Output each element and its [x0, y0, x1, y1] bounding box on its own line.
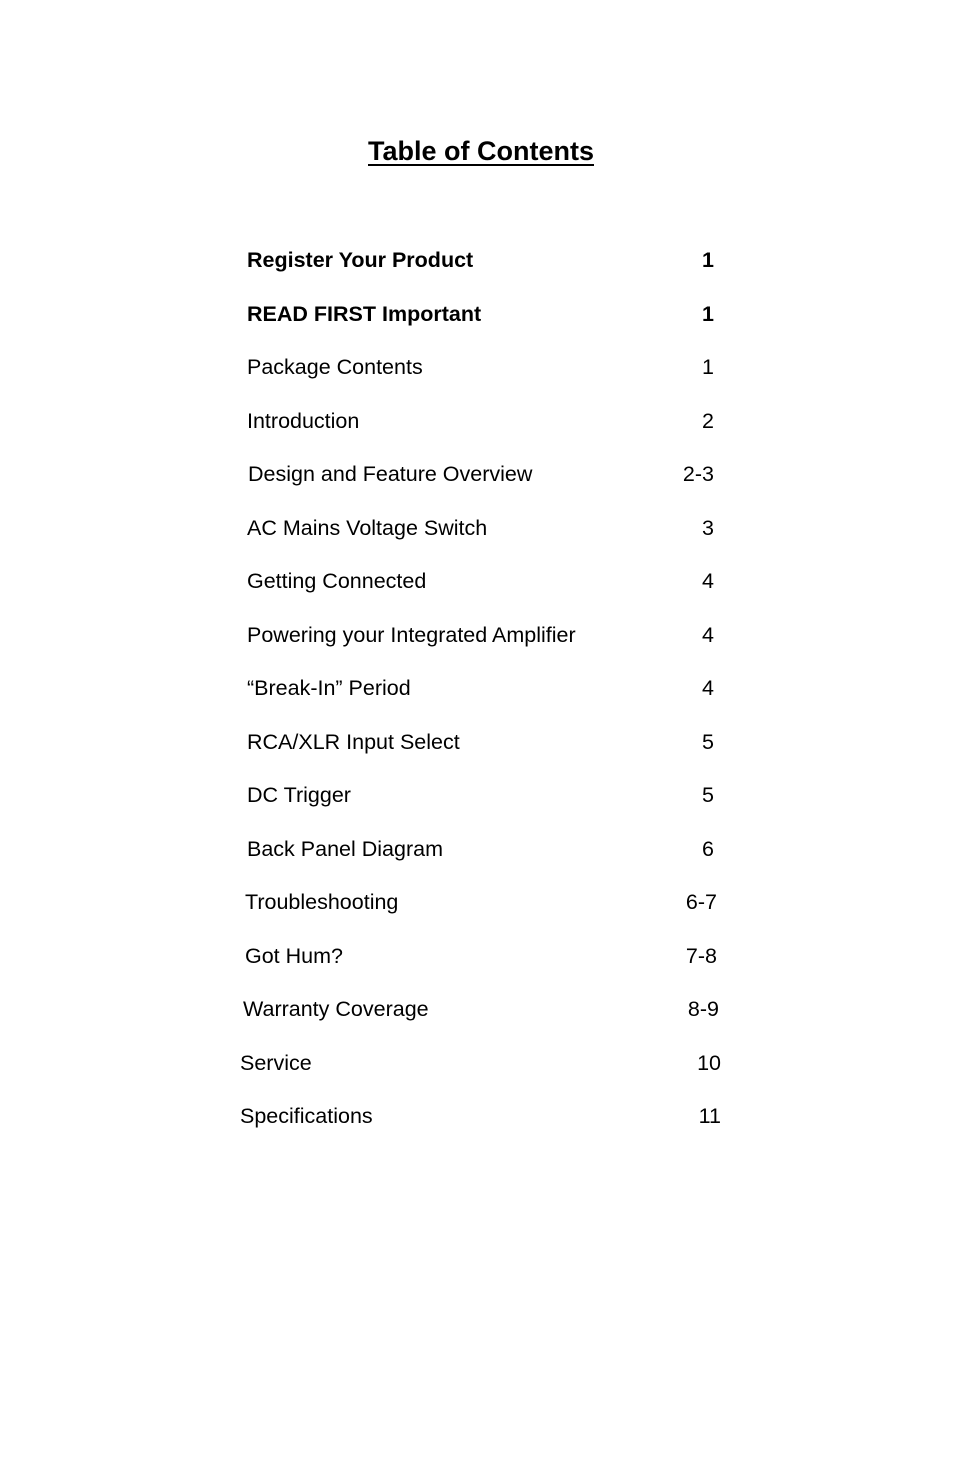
toc-entry-title: Back Panel Diagram: [247, 837, 443, 861]
toc-entry-title: Warranty Coverage: [243, 997, 429, 1021]
toc-entry[interactable]: [245, 887, 717, 917]
toc-entry-title: “Break-In” Period: [247, 676, 411, 700]
toc-entry-page: 5: [702, 783, 714, 807]
toc-entry[interactable]: [248, 459, 714, 489]
toc-entry-title: Specifications: [240, 1104, 373, 1128]
toc-entry-title: Powering your Integrated Amplifier: [247, 623, 576, 647]
toc-entry-title: Design and Feature Overview: [248, 462, 533, 486]
toc-entry-page: 6-7: [685, 890, 717, 914]
toc-entry-title: Got Hum?: [245, 944, 343, 968]
toc-entry-page: 7-8: [685, 944, 717, 968]
toc-entry[interactable]: [240, 1101, 721, 1131]
toc-entry-title: Getting Connected: [247, 569, 427, 593]
toc-entry[interactable]: [247, 566, 714, 596]
toc-entry[interactable]: [247, 780, 714, 810]
toc-entry-title: Introduction: [247, 409, 360, 433]
toc-entry[interactable]: [247, 673, 714, 703]
toc-entry-title: AC Mains Voltage Switch: [247, 516, 488, 540]
page-title: Table of Contents: [368, 136, 594, 166]
toc-entry-page: 2-3: [682, 462, 714, 486]
toc-entry-page: 1: [702, 302, 714, 326]
toc-entry[interactable]: [247, 834, 714, 864]
toc-entry-title: READ FIRST Important: [247, 302, 482, 326]
toc-entry[interactable]: [243, 994, 719, 1024]
toc-entry-title: Register Your Product: [247, 248, 474, 272]
toc-entry-page: 1: [702, 248, 714, 272]
toc-entry-title: RCA/XLR Input Select: [247, 730, 460, 754]
toc-entry[interactable]: [245, 941, 717, 971]
toc-entry-title: Troubleshooting: [245, 890, 399, 914]
toc-entry-title: Package Contents: [247, 355, 423, 379]
toc-entry-page: 8-9: [687, 997, 719, 1021]
toc-entry-page: 6: [702, 837, 714, 861]
toc-entry[interactable]: [247, 299, 714, 329]
toc-entry-title: Service: [240, 1051, 312, 1075]
toc-entry-page: 10: [697, 1051, 721, 1075]
toc-entry-page: 2: [702, 409, 714, 433]
toc-entry-page: 1: [702, 355, 714, 379]
toc-entry[interactable]: [247, 620, 714, 650]
toc-entry[interactable]: [247, 513, 714, 543]
toc-entry[interactable]: [247, 245, 714, 275]
toc-entry-page: 4: [702, 569, 714, 593]
toc-entry-page: 3: [702, 516, 714, 540]
toc-entry[interactable]: [247, 352, 714, 382]
toc-entry-title: DC Trigger: [247, 783, 351, 807]
toc-entry-page: 5: [702, 730, 714, 754]
toc-entry[interactable]: [247, 406, 714, 436]
toc-entry-page: 4: [702, 623, 714, 647]
toc-entry-page: 4: [702, 676, 714, 700]
toc-entry[interactable]: [240, 1048, 721, 1078]
toc-entry-page: 11: [698, 1104, 721, 1128]
toc-entry[interactable]: [247, 727, 714, 757]
